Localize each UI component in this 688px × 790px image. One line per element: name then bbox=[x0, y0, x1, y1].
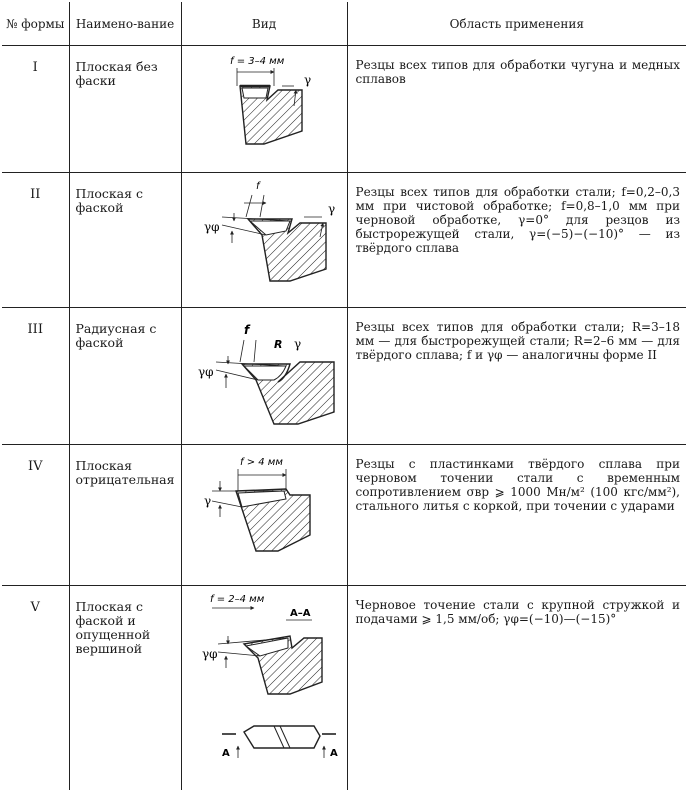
label-R: R bbox=[274, 338, 282, 351]
table-row bbox=[2, 46, 686, 173]
form-number: IV bbox=[2, 445, 69, 586]
form-application: Резцы всех типов для обработки стали; R=3–18 мм — для быстрорежущей стали; R=2–6 мм — для твёрдого сплава; f и γφ — аналогичны форме II bbox=[347, 308, 686, 445]
header-number: № формы bbox=[2, 2, 69, 46]
form-application: Резцы всех типов для обработки стали; f=0,2–0,3 мм при чистовой обработке; f=0,8–1,0 мм при черновой обработке, γ=0° для резцов из быстрорежущей стали, γ=(−5)−(−10)° — из твёрдого сплава bbox=[347, 173, 686, 308]
form-view bbox=[181, 308, 347, 445]
label-section: А–А bbox=[290, 608, 311, 619]
form-name: Плоская без фаски bbox=[69, 46, 181, 173]
label-f: f = 3–4 мм bbox=[230, 56, 285, 67]
diagram-form-4 bbox=[182, 445, 348, 571]
diagram-form-2 bbox=[182, 173, 348, 293]
label-gamma: γ bbox=[304, 73, 311, 87]
form-view bbox=[181, 445, 347, 586]
label-gamma: γ bbox=[328, 202, 335, 216]
table-row bbox=[2, 445, 686, 586]
table-row bbox=[2, 586, 686, 790]
diagram-form-3 bbox=[182, 308, 348, 430]
diagram-form-5 bbox=[182, 586, 348, 776]
label-f: f = 2–4 мм bbox=[210, 594, 265, 605]
table-row bbox=[2, 173, 686, 308]
form-name: Плоская с фаской и опущенной вершиной bbox=[69, 586, 181, 790]
label-gamma-phi: γφ bbox=[204, 220, 220, 234]
label-gamma-phi: γφ bbox=[202, 647, 218, 661]
label-f: f bbox=[256, 181, 261, 192]
table-header-row bbox=[2, 2, 686, 46]
label-gamma: γ bbox=[204, 494, 211, 508]
form-view bbox=[181, 586, 347, 790]
form-number: V bbox=[2, 586, 69, 790]
label-A-left: А bbox=[222, 748, 230, 759]
form-number: II bbox=[2, 173, 69, 308]
form-number: III bbox=[2, 308, 69, 445]
diagram-form-1 bbox=[182, 46, 348, 158]
form-name: Плоская отрицательная bbox=[69, 445, 181, 586]
header-view: Вид bbox=[181, 2, 347, 46]
label-f: f > 4 мм bbox=[240, 457, 283, 468]
header-application: Область применения bbox=[347, 2, 686, 46]
form-name: Радиусная с фаской bbox=[69, 308, 181, 445]
label-gamma-phi: γφ bbox=[198, 365, 214, 379]
tool-shapes-table bbox=[2, 2, 686, 790]
form-application: Черновое точение стали с крупной стружкой и подачами ⩾ 1,5 мм/об; γφ=(−10)—(−15)° bbox=[347, 586, 686, 790]
table-row bbox=[2, 308, 686, 445]
label-gamma: γ bbox=[294, 337, 301, 351]
form-name: Плоская с фаской bbox=[69, 173, 181, 308]
label-f: f bbox=[244, 323, 251, 337]
form-view bbox=[181, 46, 347, 173]
form-application: Резцы всех типов для обработки чугуна и медных сплавов bbox=[347, 46, 686, 173]
form-number: I bbox=[2, 46, 69, 173]
header-name: Наимено-вание bbox=[69, 2, 181, 46]
form-view bbox=[181, 173, 347, 308]
form-application: Резцы с пластинками твёрдого сплава при черновом точении стали с временным сопротивлением σвр ⩾ 1000 Мн/м² (100 кгс/мм²), стального литья с коркой, при точении с ударами bbox=[347, 445, 686, 586]
label-A-right: А bbox=[330, 748, 338, 759]
